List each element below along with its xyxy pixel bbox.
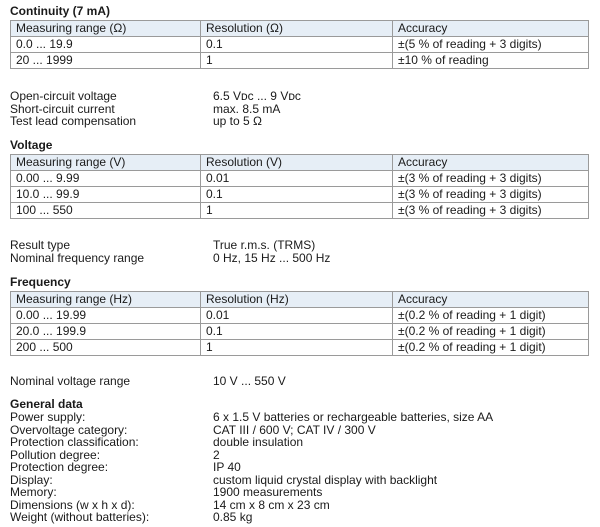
voltage-params bbox=[10, 239, 330, 264]
continuity-table bbox=[10, 20, 589, 69]
column-header: Accuracy bbox=[393, 155, 589, 171]
table-cell: 0.1 bbox=[201, 187, 393, 203]
table-cell: 0.00 ... 19.99 bbox=[11, 308, 201, 324]
param-key: Open-circuit voltage bbox=[10, 89, 117, 103]
continuity-title: Continuity (7 mA) bbox=[10, 4, 110, 18]
param-value: 1900 measurements bbox=[213, 485, 323, 499]
param-value: 6 x 1.5 V batteries or rechargeable batteries, size AA bbox=[213, 410, 494, 424]
table-cell: ±(3 % of reading + 3 digits) bbox=[393, 187, 589, 203]
table-header-row bbox=[11, 292, 589, 308]
param-row bbox=[10, 252, 330, 265]
column-header: Measuring range (Hz) bbox=[11, 292, 201, 308]
param-key: Result type bbox=[10, 238, 71, 252]
param-key: Pollution degree: bbox=[10, 447, 101, 462]
param-value: max. 8.5 mA bbox=[213, 101, 281, 116]
param-key: Protection classification: bbox=[10, 435, 139, 449]
param-row bbox=[10, 411, 493, 424]
table-cell: ±(5 % of reading + 3 digits) bbox=[393, 37, 589, 53]
param-key: Protection degree: bbox=[10, 460, 109, 474]
param-value: up to 5 Ω bbox=[213, 114, 263, 128]
param-key: Short-circuit current bbox=[10, 101, 115, 116]
table-cell: ±(0.2 % of reading + 1 digit) bbox=[393, 308, 589, 324]
param-key: Weight (without batteries): bbox=[10, 510, 150, 524]
param-value: 6.5 Vᴅᴄ ... 9 Vᴅᴄ bbox=[213, 89, 301, 103]
param-value: 2 bbox=[213, 447, 220, 462]
table-header-row bbox=[11, 21, 589, 37]
table-cell: 20.0 ... 199.9 bbox=[11, 324, 201, 340]
param-value: 0.85 kg bbox=[213, 510, 253, 524]
table-cell: 0.0 ... 19.9 bbox=[11, 37, 201, 53]
table-row bbox=[11, 203, 589, 219]
table-cell: 0.01 bbox=[201, 308, 393, 324]
table-cell: 100 ... 550 bbox=[11, 203, 201, 219]
table-cell: 1 bbox=[201, 203, 393, 219]
column-header: Resolution (V) bbox=[201, 155, 393, 171]
param-row bbox=[10, 511, 493, 524]
param-value: 10 V ... 550 V bbox=[213, 374, 286, 388]
param-row bbox=[10, 375, 286, 388]
frequency-section bbox=[10, 275, 589, 356]
param-row bbox=[10, 486, 493, 499]
table-cell: ±(3 % of reading + 3 digits) bbox=[393, 203, 589, 219]
table-cell: 0.00 ... 9.99 bbox=[11, 171, 201, 187]
frequency-table bbox=[10, 291, 589, 356]
table-row bbox=[11, 53, 589, 69]
table-row bbox=[11, 171, 589, 187]
param-value: 0 Hz, 15 Hz ... 500 Hz bbox=[213, 250, 331, 265]
table-cell: 0.01 bbox=[201, 171, 393, 187]
table-cell: 1 bbox=[201, 53, 393, 69]
table-cell: ±(3 % of reading + 3 digits) bbox=[393, 171, 589, 187]
table-cell: 200 ... 500 bbox=[11, 340, 201, 356]
continuity-params bbox=[10, 90, 301, 128]
param-value: 14 cm x 8 cm x 23 cm bbox=[213, 497, 330, 512]
table-cell: ±(0.2 % of reading + 1 digit) bbox=[393, 324, 589, 340]
column-header: Measuring range (V) bbox=[11, 155, 201, 171]
frequency-title: Frequency bbox=[10, 275, 71, 289]
table-row bbox=[11, 187, 589, 203]
continuity-section bbox=[10, 4, 589, 69]
table-cell: 0.1 bbox=[201, 37, 393, 53]
voltage-title: Voltage bbox=[10, 138, 53, 152]
param-key: Memory: bbox=[10, 485, 57, 499]
param-value: CAT III / 600 V; CAT IV / 300 V bbox=[213, 422, 376, 437]
param-value: IP 40 bbox=[213, 460, 241, 474]
column-header: Accuracy bbox=[393, 21, 589, 37]
voltage-table bbox=[10, 154, 589, 219]
table-cell: 1 bbox=[201, 340, 393, 356]
param-value: custom liquid crystal display with backlight bbox=[213, 472, 438, 487]
param-key: Nominal frequency range bbox=[10, 250, 145, 265]
column-header: Resolution (Hz) bbox=[201, 292, 393, 308]
param-row bbox=[10, 90, 301, 103]
table-header-row bbox=[11, 155, 589, 171]
column-header: Resolution (Ω) bbox=[201, 21, 393, 37]
param-row bbox=[10, 436, 493, 449]
param-row bbox=[10, 461, 493, 474]
table-cell: 10.0 ... 99.9 bbox=[11, 187, 201, 203]
table-row bbox=[11, 324, 589, 340]
param-row bbox=[10, 115, 301, 128]
table-cell: ±10 % of reading bbox=[393, 53, 589, 69]
param-key: Dimensions (w x h x d): bbox=[10, 497, 135, 512]
param-value: True r.m.s. (TRMS) bbox=[213, 238, 316, 252]
column-header: Accuracy bbox=[393, 292, 589, 308]
table-row bbox=[11, 340, 589, 356]
param-key: Test lead compensation bbox=[10, 114, 137, 128]
table-row bbox=[11, 37, 589, 53]
param-key: Display: bbox=[10, 472, 53, 487]
param-key: Nominal voltage range bbox=[10, 374, 131, 388]
table-cell: ±(0.2 % of reading + 1 digit) bbox=[393, 340, 589, 356]
table-cell: 0.1 bbox=[201, 324, 393, 340]
param-key: Power supply: bbox=[10, 410, 86, 424]
param-row bbox=[10, 239, 330, 252]
param-key: Overvoltage category: bbox=[10, 422, 128, 437]
frequency-params bbox=[10, 375, 286, 388]
column-header: Measuring range (Ω) bbox=[11, 21, 201, 37]
param-value: double insulation bbox=[213, 435, 304, 449]
general-section bbox=[10, 398, 493, 524]
table-cell: 20 ... 1999 bbox=[11, 53, 201, 69]
table-row bbox=[11, 308, 589, 324]
voltage-section bbox=[10, 138, 589, 219]
general-title: General data bbox=[10, 397, 83, 411]
